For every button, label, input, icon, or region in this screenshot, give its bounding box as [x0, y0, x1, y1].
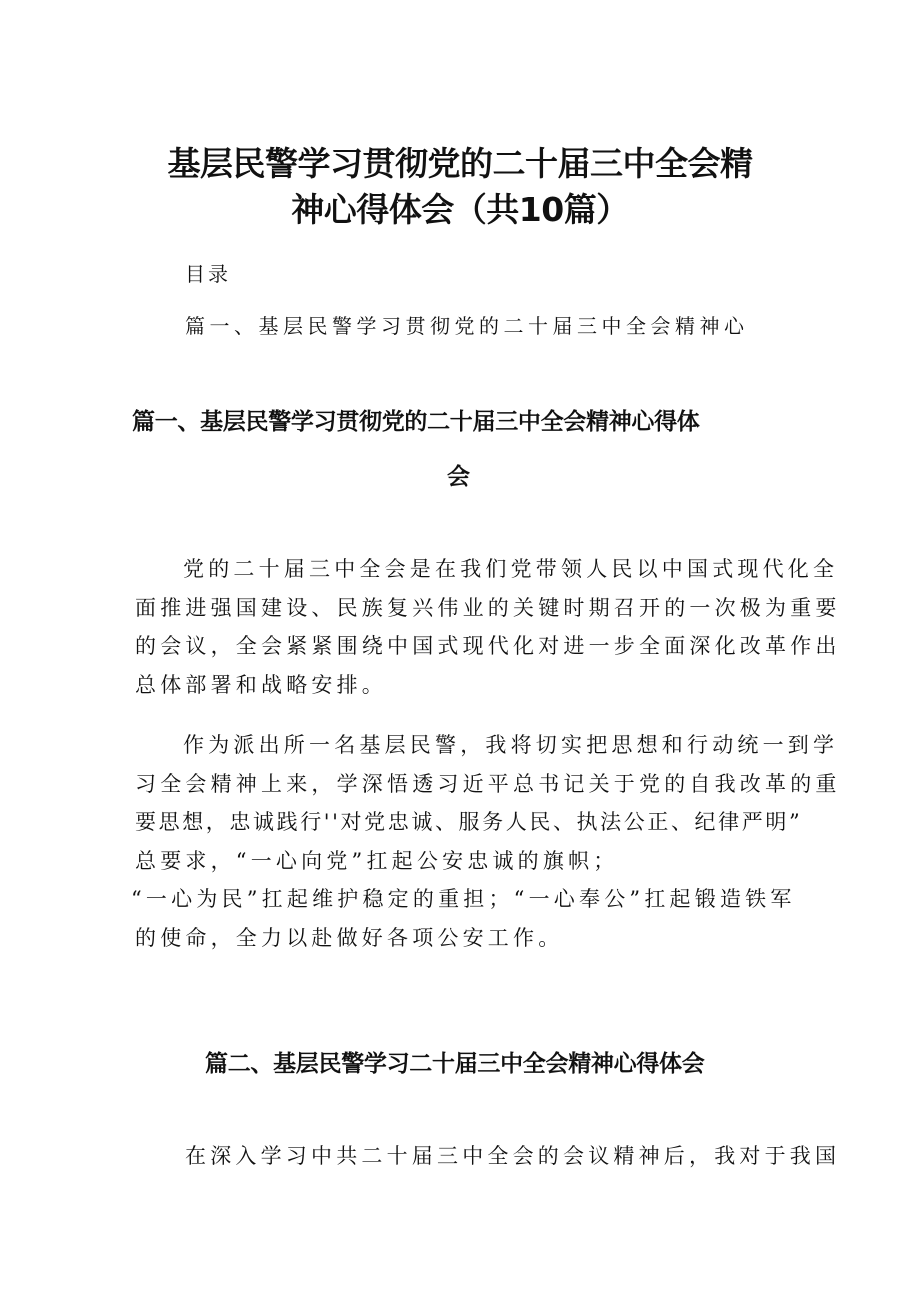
paragraph-line: 习全会精神上来，学深悟透习近平总书记关于党的自我改革的重 — [135, 771, 841, 796]
toc-label: 目录 — [185, 262, 231, 286]
section-1-heading-line-1: 篇一、基层民警学习贯彻党的二十届三中全会精神心得体 — [132, 409, 700, 435]
paragraph-line: 总体部署和战略安排。 — [135, 672, 387, 697]
paragraph-line: 面推进强国建设、民族复兴伟业的关键时期召开的一次极为重要 — [135, 595, 841, 620]
paragraph-line: 党的二十届三中全会是在我们党带领人民以中国式现代化全 — [183, 557, 839, 581]
paragraph-line: 的会议，全会紧紧围绕中国式现代化对进一步全面深化改革作出 — [135, 634, 841, 659]
document-title-line-1: 基层民警学习贯彻党的二十届三中全会精 — [167, 144, 753, 183]
toc-item[interactable]: 篇一、基层民警学习贯彻党的二十届三中全会精神心 — [185, 314, 749, 338]
paragraph-line: 要思想，忠诚践行''对党忠诚、服务人民、执法公正、纪律严明” — [135, 810, 803, 835]
paragraph-line: 总要求，“一心向党”扛起公安忠诚的旗帜； — [135, 848, 619, 873]
section-2-paragraph-1-line-1: 在深入学习中共二十届三中全会的会议精神后，我对于我国 — [185, 1144, 841, 1168]
section-1-paragraph-2 — [131, 726, 841, 958]
paragraph-line: 的使命，全力以赴做好各项公安工作。 — [135, 925, 564, 950]
document-title-line-2: 神心得体会（共10篇） — [291, 190, 629, 229]
section-1-heading-line-2: 会 — [447, 464, 470, 490]
paragraph-line: 作为派出所一名基层民警，我将切实把思想和行动统一到学 — [183, 733, 839, 757]
section-1-paragraph-1 — [135, 550, 841, 704]
section-2-heading: 篇二、基层民警学习二十届三中全会精神心得体会 — [205, 1051, 705, 1077]
paragraph-line: “一心为民”扛起维护稳定的重担；“一心奉公”扛起锻造铁军 — [131, 887, 796, 912]
